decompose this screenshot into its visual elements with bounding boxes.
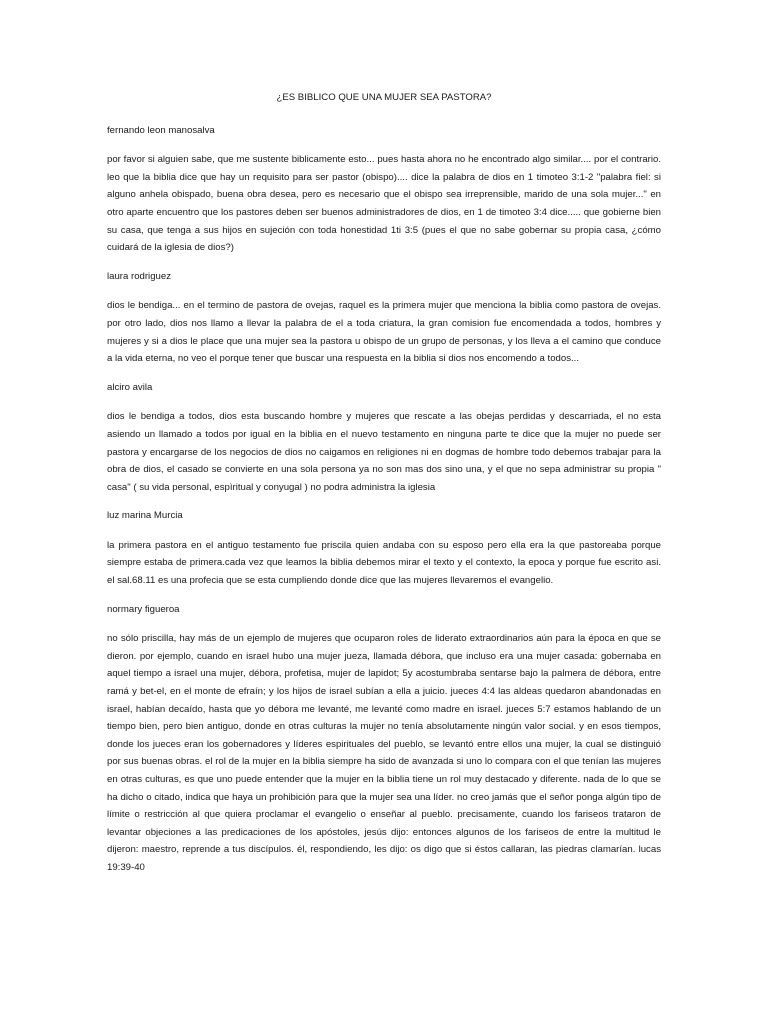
post (107, 268, 661, 368)
post-author: luz marina Murcia (107, 510, 183, 522)
post-text: la primera pastora en el antiguo testamento fue priscila quien andaba con su esposo pero ella era la que pastoreaba porque siempre estaba de primera.cada vez que leamos la biblia debemos mirar el texto y el contexto, la epoca y porque fue escrito asi. el sal.68.11 es una profecia que se esta cumpliendo donde dice que las mujeres llevaremos el evangelio. (107, 539, 661, 587)
post-author: normary figueroa (107, 603, 180, 615)
post-text: dios le bendiga a todos, dios esta buscando hombre y mujeres que rescate a las obejas perdidas y descarriada, el no esta asiendo un llamado a todos por igual en la biblia en el nuevo testamento en ninguna parte te dice que la mujer no puede ser pastora y encargarse de los negocios de dios no caigamos en religiones ni en dogmas de hombre todo debemos trabajar para la obra de dios, el casado se convierte en una sola persona ya no son mas dos sino una, y el que no sepa administrar su propia " casa" ( su vida personal, espìritual y conyugal ) no podra administra la iglesia (107, 411, 661, 493)
post-text: no sólo priscilla, hay más de un ejemplo de mujeres que ocuparon roles de liderato extraordinarios aún para la época en que se dieron. por ejemplo, cuando en israel hubo una mujer jueza, llamada débora, que incluso era una mujer casada: gobernaba en aquel tiempo a israel una mujer, débora, profetisa, mujer de lapidot; 5y acostumbraba sentarse bajo la palmera de débora, entre ramá y bet-el, en el monte de efraín; y los hijos de israel subían a ella a juicio. jueces 4:4 las aldeas quedaron abandonadas en israel, habían decaído, hasta que yo débora me levanté, me levanté como madre en israel. jueces 5:7 estamos hablando de un tiempo bien, pero bien antiguo, donde en otras culturas la mujer no tenía absolutamente ningún valor social. y en esos tiempos, donde los jueces eran los gobernadores y líderes espirituales del pueblo, se levantó entre ellos una mujer, la cual se distinguió por sus buenas obras. el rol de la mujer en la biblia siempre ha sido de avanzada si uno lo compara con el que tenían las mujeres en otras culturas, es que uno puede entender que la mujer en la biblia tiene un rol muy destacado y diferente. nada de lo que se ha dicho o citado, indica que haya un prohibición para que la mujer sea una líder. no creo jamás que el señor ponga algún tipo de límite o restricción al que quiera proclamar el evangelio o enseñar al pueblo. precisamente, cuando los fariseos trataron de levantar objeciones a las predicaciones de los apóstoles, jesús dijo: entonces algunos de los fariseos de entre la multitud le dijeron: maestro, reprende a tus discípulos. él, respondiendo, les dijo: os digo que si éstos callaran, las piedras clamarían. lucas 19:39-40 (107, 633, 661, 873)
post-author: alciro avila (107, 381, 153, 393)
post-text: por favor si alguien sabe, que me sustente biblicamente esto... pues hasta ahora no he encontrado algo similar.... por el contrario. leo que la biblia dice que hay un requisito para ser pastor (obispo).... dice la palabra de dios en 1 timoteo 3:1-2 "palabra fiel: si alguno anhela obispado, buena obra desea, pero es necesario que el obispo sea irreprensible, marido de una sola mujer..." en otro aparte encuentro que los pastores deben ser buenos administradores de dios, en 1 de timoteo 3:4 dice..... que gobierne bien su casa, que tenga a sus hijos en sujeción con toda honestidad 1ti 3:5 (pues el que no sabe gobernar su propia casa, ¿cómo cuidará de la iglesia de dios?) (107, 154, 661, 254)
post (107, 507, 661, 589)
post (107, 122, 661, 257)
document-title: ¿ES BIBLICO QUE UNA MUJER SEA PASTORA? (276, 92, 492, 103)
post (107, 379, 661, 497)
post-author: fernando leon manosalva (107, 124, 215, 136)
post-text: dios le bendiga... en el termino de pastora de ovejas, raquel es la primera mujer que menciona la biblia como pastora de ovejas. por otro lado, dios nos llamo a llevar la palabra de el a toda criatura, la gran comision fue encomendada a todos, hombres y mujeres y si a dios le place que una mujer sea la pastora u obispo de un grupo de personas, y los lleva a el camino que conduce a la vida eterna, no veo el porque tener que buscar una respuesta en la biblia si dios nos encomendo a todos... (107, 300, 661, 365)
document-page (107, 89, 661, 888)
post-author: laura rodriguez (107, 270, 171, 282)
post (107, 601, 661, 877)
